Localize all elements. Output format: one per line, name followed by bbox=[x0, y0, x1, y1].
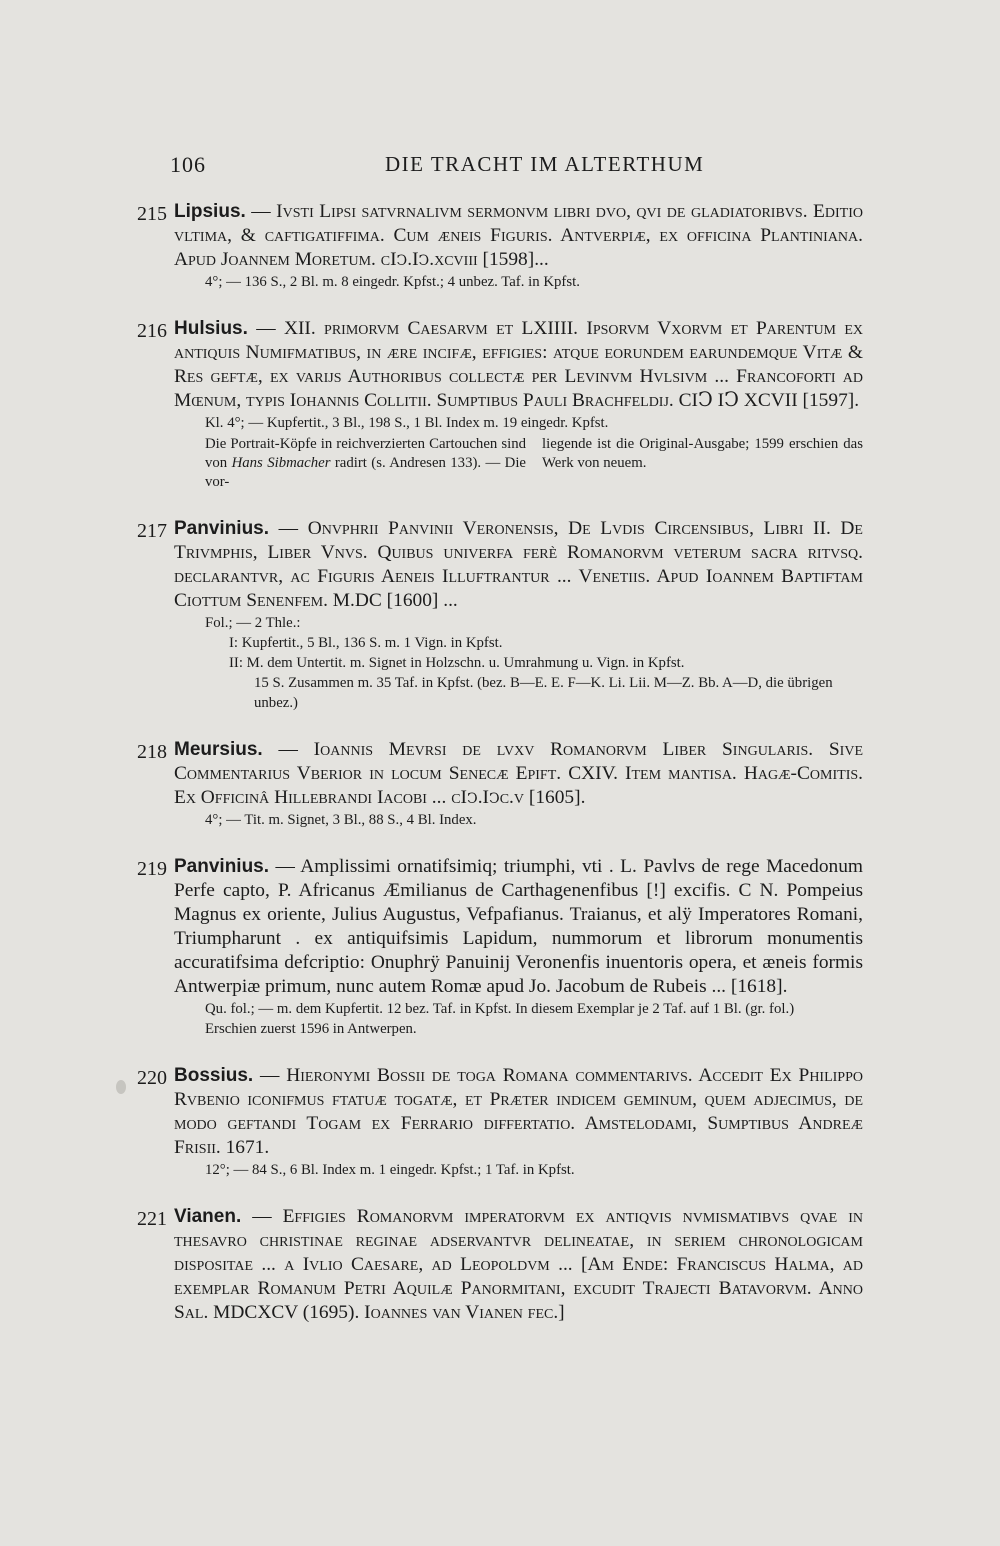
entry-number: 217 bbox=[137, 520, 167, 542]
catalog-entry bbox=[0, 738, 1000, 830]
entry-note: Qu. fol.; — m. dem Kupfertit. 12 bez. Taf. in Kpfst. In diesem Exemplar je 2 Taf. auf 1 Bl. (gr. fol.) bbox=[205, 1001, 795, 1017]
entry-number: 219 bbox=[137, 858, 167, 880]
entry-number: 220 bbox=[137, 1067, 167, 1089]
entry-author: Hulsius. bbox=[174, 318, 248, 339]
entry-author: Vianen. bbox=[174, 1206, 242, 1227]
entry-text bbox=[174, 855, 863, 999]
catalog-entry bbox=[0, 1205, 1000, 1325]
commentary-left: Die Portrait-Köpfe in reichverzierten Cartouchen sind von Hans Sibmacher radirt (s. Andresen 133). — Die vor- bbox=[205, 436, 526, 490]
entry-note: Kl. 4°; — Kupfertit., 3 Bl., 198 S., 1 Bl. Index m. 19 eingedr. Kpfst. bbox=[205, 415, 609, 431]
entry-number: 215 bbox=[137, 203, 167, 225]
entry-title: — Ioannis Mevrsi de lvxv Romanorvm Liber Singularis. Sive Commentarius Vberior in locum Senecæ Epift. CXIV. Item mantisa. Hagæ-Comitis. Ex Officinâ Hillebrandi Iacobi ... cIↄ.Iↄc.v [1605]. bbox=[174, 739, 863, 808]
entry-note: Erschien zuerst 1596 in Antwerpen. bbox=[205, 1021, 417, 1037]
entry-text bbox=[174, 517, 863, 613]
catalog-entry bbox=[0, 855, 1000, 1039]
entry-author: Panvinius. bbox=[174, 856, 270, 877]
entry-title: — Hieronymi Bossii de toga Romana commentarivs. Accedit Ex Philippo Rvbenio iconifmus ftatuæ togatæ, et Præter indicem geminum, quem adjecimus, de modo geftandi Togam ex Ferrario differtatio. Amstelodami, Sumptibus Andreæ Frisii. 1671. bbox=[174, 1065, 863, 1158]
commentary-right: liegende ist die Original-Ausgabe; 1599 erschien das Werk von neuem. bbox=[542, 436, 863, 471]
entry-subnote: I: Kupfertit., 5 Bl., 136 S. m. 1 Vign. in Kpfst. bbox=[229, 635, 503, 651]
catalog-entry bbox=[0, 317, 1000, 492]
entry-note: 12°; — 84 S., 6 Bl. Index m. 1 eingedr. Kpfst.; 1 Taf. in Kpfst. bbox=[205, 1162, 575, 1178]
entry-text bbox=[174, 738, 863, 810]
entry-title: — XII. primorvm Caesarvm et LXIIII. Ipsorvm Vxorvm et Parentum ex antiquis Numifmatibus, in ære incifæ, effigies: atque eorundem earundemque Vitæ & Res geftæ, ex varijs Authoribus collectæ per Levinvm Hvlsivm ... Francoforti ad Mœnum, typis Iohannis Collitii. Sumptibus Pauli Brachfeldij. CIↃ IↃ XCVII [1597]. bbox=[174, 318, 863, 411]
entry-text bbox=[174, 1205, 863, 1325]
entry-author: Panvinius. bbox=[174, 518, 270, 539]
entry-subnote: II: M. dem Untertit. m. Signet in Holzschn. u. Umrahmung u. Vign. in Kpfst. 15 S. Zusammen m. 35 Taf. in Kpfst. (bez. B—E. E. F—K. Li. Lii. M—Z. Bb. A—D, die übrigen unbez.) bbox=[229, 655, 833, 711]
entry-author: Bossius. bbox=[174, 1065, 254, 1086]
running-title: DIE TRACHT IM ALTERTHUM bbox=[385, 152, 705, 176]
entry-note: Fol.; — 2 Thle.: bbox=[205, 615, 301, 631]
entry-number: 221 bbox=[137, 1208, 167, 1230]
catalog-entry bbox=[0, 200, 1000, 292]
entry-note: 4°; — Tit. m. Signet, 3 Bl., 88 S., 4 Bl. Index. bbox=[205, 812, 477, 828]
engraver-name: Hans Sibmacher bbox=[231, 455, 331, 471]
entry-number: 216 bbox=[137, 320, 167, 342]
catalog-entries bbox=[0, 200, 1000, 1350]
page-header bbox=[170, 152, 870, 186]
catalog-entry bbox=[0, 1064, 1000, 1180]
entry-author: Lipsius. bbox=[174, 201, 246, 222]
entry-title: — Amplissimi ornatifsimiq; triumphi, vti . L. Pavlvs de rege Macedonum Perfe capto, P. Africanus Æmilianus de Carthagenenfibus [!] excifis. C N. Pompeius Magnus ex oriente, Julius Augustus, Vefpafianus. Traianus, et alÿ Imperatores Romani, Triumpharunt . ex antiquifsimis Lapidum, nummorum et librorum monumentis accuratifsima defcriptio: Onuphrÿ Panuinij Veronenfis inuentoris opera, et æneis formis Antwerpiæ primum, nunc autem Romæ apud Jo. Jacobum de Rubeis ... [1618]. bbox=[174, 856, 863, 997]
entry-note: 4°; — 136 S., 2 Bl. m. 8 eingedr. Kpfst.; 4 unbez. Taf. in Kpfst. bbox=[205, 274, 580, 290]
entry-title: — Ivsti Lipsi satvrnalivm sermonvm libri dvo, qvi de gladiatoribvs. Editio vltima, & caftigatiffima. Cum æneis Figuris. Antverpiæ, ex officina Plantiniana. Apud Joannem Moretum. cIↄ.Iↄ.xcviii [1598]... bbox=[174, 201, 863, 270]
page-number: 106 bbox=[170, 152, 206, 177]
entry-text bbox=[174, 317, 863, 413]
entry-title: — Effigies Romanorvm imperatorvm ex antiqvis nvmismatibvs qvae in thesavro christinae reginae adservantvr delineatae, in seriem chronologicam dispositae ... a Ivlio Caesare, ad Leopoldvm ... [Am Ende: Franciscus Halma, ad exemplar Romanum Petri Aquilæ Panormitani, excudit Trajecti Batavorvm. Anno Sal. MDCXCV (1695). Ioannes van Vianen fec.] bbox=[174, 1206, 863, 1323]
entry-text bbox=[174, 200, 863, 272]
catalog-entry bbox=[0, 517, 1000, 713]
entry-author: Meursius. bbox=[174, 739, 263, 760]
entry-commentary bbox=[205, 435, 863, 492]
entry-title: — Onvphrii Panvinii Veronensis, De Lvdis Circensibus, Libri II. De Trivmphis, Liber Vnvs. Quibus univerfa ferè Romanorvm veterum sacra ritvsq. declarantvr, ac Figuris Aeneis Illuftrantur ... Venetiis. Apud Ioannem Baptiftam Ciottum Senenfem. M.DC [1600] ... bbox=[174, 518, 863, 611]
entry-text bbox=[174, 1064, 863, 1160]
entry-number: 218 bbox=[137, 741, 167, 763]
